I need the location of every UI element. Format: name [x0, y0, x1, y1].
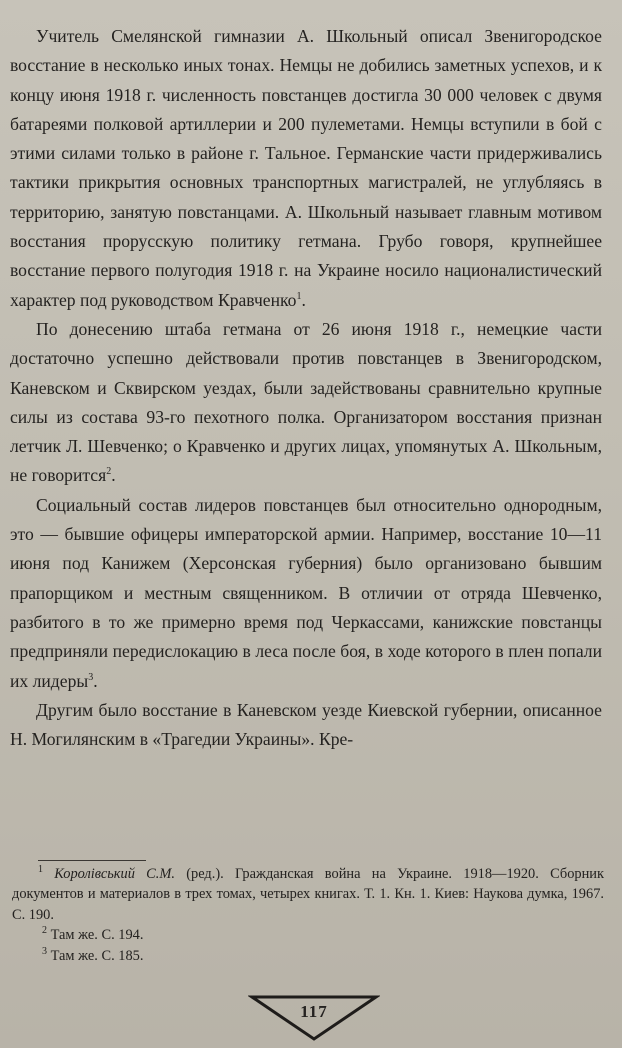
footnote-item — [12, 864, 604, 925]
paragraph-text: По донесению штаба гетмана от 26 июня 1918 г., немецкие части достаточно успешно действовали против повстанцев в Звенигородском, Каневском и Сквирском уездах, были задействованы сравнительно крупные силы из состава 93-го пехотного полка. Организатором восстания признан летчик Л. Шевченко; о Кравченко и других лицах, упомянутых А. Школьным, не говорится — [10, 318, 602, 486]
footnote-divider — [38, 860, 146, 861]
footnote-text: (ред.). Гражданская война на Украине. 1918—1920. Сборник документов и материалов в трех томах, четырех книгах. Т. 1. Кн. 1. Киев: Наукова думка, 1967. С. 190. — [12, 866, 604, 923]
footnotes — [12, 864, 604, 966]
main-text — [10, 22, 602, 754]
paragraph-text: Другим было восстание в Каневском уезде Киевской губернии, описанное Н. Могилянским в «Трагедии Украины». Кре- — [10, 699, 602, 750]
paragraph: Социальный состав лидеров повстанцев был относительно однородным, это — бывшие офицеры императорской армии. Например, восстание 10—11 июня под Канижем (Херсонская губерния) было организовано бывшим прапорщиком и местным священником. В отличии от отряда Шевченко, разбитого в то же примерно время под Черкассами, канижские повстанцы предприняли передислокацию в леса после боя, в ходе которого в плен попали их лидеры$^3$. — [10, 494, 602, 691]
paragraph-text: Учитель Смелянской гимназии А. Школьный описал Звенигородское восстание в несколько иных тонах. Немцы не добились заметных успехов, и к концу июня 1918 г. численность повстанцев достигла 30 000 человек с двумя батареями полковой артиллерии и 200 пулеметами. Немцы вступили в бой с этими силами только в районе г. Тальное. Германские части придерживались тактики прикрытия основных транспортных магистралей, не углубляясь в территорию, занятую повстанцами. А. Школьный называет главным мотивом восстания прорусскую политику гетмана. Грубо говоря, крупнейшее восстание первого полугодия 1918 г. на Украине носило националистический характер под руководством Кравченко — [10, 26, 602, 310]
paragraph — [10, 696, 602, 755]
footnote-item — [12, 925, 604, 945]
footnote-mark: 1 — [38, 864, 43, 876]
paragraph-text: Социальный состав лидеров повстанцев был относительно однородным, это — бывшие офицеры императорской армии. Например, восстание 10—11 июня под Канижем (Херсонская губерния) было организовано бывшим прапорщиком и местным священником. В отличии от отряда Шевченко, разбитого в то же примерно время под Черкассами, канижские повстанцы предприняли передислокацию в леса после боя, в ходе которого в плен попали их лидеры — [10, 494, 602, 691]
footnote-ref[interactable]: 1 — [296, 290, 302, 302]
footnote-mark: 2 — [42, 925, 47, 937]
footnote-item — [12, 946, 604, 966]
page-number-badge — [248, 994, 380, 1042]
footnote-text: Там же. С. 194. — [50, 927, 144, 944]
page-number: 117 — [300, 1002, 328, 1021]
footnote-author: Королівський С.М. — [54, 866, 175, 882]
footnote-mark: 3 — [42, 945, 47, 957]
footnote-text: Там же. С. 185. — [50, 947, 144, 964]
footnote-ref[interactable]: 2 — [106, 466, 112, 478]
paragraph: Учитель Смелянской гимназии А. Школьный описал Звенигородское восстание в несколько иных тонах. Немцы не добились заметных успехов, и к концу июня 1918 г. численность повстанцев достигла 30 000 человек с двумя батареями полковой артиллерии и 200 пулеметами. Немцы вступили в бой с этими силами только в районе г. Тальное. Германские части придерживались тактики прикрытия основных транспортных магистралей, не углубляясь в территорию, занятую повстанцами. А. Школьный называет главным мотивом восстания прорусскую политику гетмана. Грубо говоря, крупнейшее восстание первого полугодия 1918 г. на Украине носило националистический характер под руководством Кравченко$^1$. — [10, 26, 602, 310]
paragraph: По донесению штаба гетмана от 26 июня 1918 г., немецкие части достаточно успешно действовали против повстанцев в Звенигородском, Каневском и Сквирском уездах, были задействованы сравнительно крупные силы из состава 93-го пехотного полка. Организатором восстания признан летчик Л. Шевченко; о Кравченко и других лицах, упомянутых А. Школьным, не говорится$^2$. — [10, 318, 602, 486]
footnote-ref[interactable]: 3 — [88, 671, 94, 683]
